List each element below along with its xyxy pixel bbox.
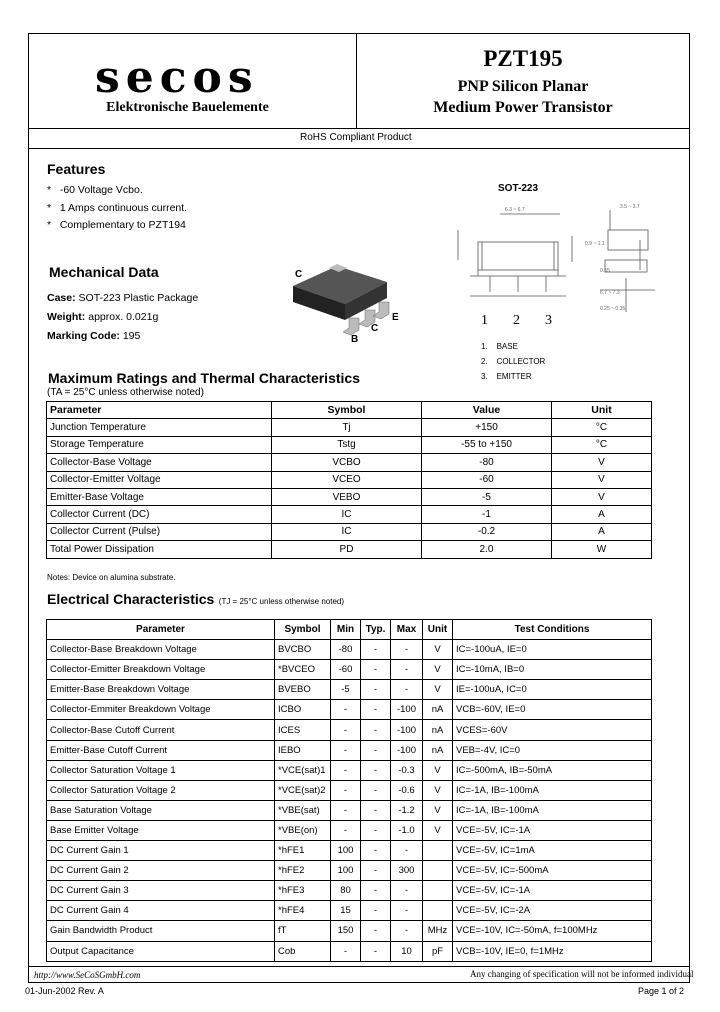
table-row [47,506,652,523]
max-ratings-notes: Notes: Device on alumina substrate. [47,573,176,582]
rohs-label: RoHS Compliant Product [300,132,412,143]
table-cell: - [361,760,391,780]
table-cell: Cob [275,941,331,961]
table-cell: IC=-1A, IB=-100mA [453,800,652,820]
rohs-divider [28,148,690,149]
table-cell: VCE=-5V, IC=-1A [453,820,652,840]
pin-name: 2. COLLECTOR [481,357,546,366]
table-cell [423,841,453,861]
table-cell: *hFE4 [275,901,331,921]
table-cell: W [552,541,652,558]
table-cell: -1.0 [391,820,423,840]
table-cell: nA [423,700,453,720]
table-cell: 15 [331,901,361,921]
electrical-subtitle: (TJ = 25°C unless otherwise noted) [218,597,345,606]
table-cell: ICBO [275,700,331,720]
table-cell: - [331,780,361,800]
pin-number: 2 [513,313,520,328]
pin-letter-base: B [351,334,359,345]
table-cell: - [331,820,361,840]
table-row [47,901,652,921]
footer-url[interactable]: http://www.SeCoSGmbH.com [34,970,141,980]
package-outline-drawing [450,200,670,330]
mechanical-title: Mechanical Data [49,264,159,280]
footer-divider [28,966,690,967]
table-cell: -100 [391,720,423,740]
table-cell: VCE=-5V, IC=-1A [453,881,652,901]
table-cell: V [423,680,453,700]
table-cell: 300 [391,861,423,881]
table-cell: -60 [422,471,552,488]
table-cell: VCB=-10V, IE=0, f=1MHz [453,941,652,961]
table-cell: Collector-Base Cutoff Current [47,720,275,740]
table-cell: - [331,740,361,760]
electrical-table [46,619,652,962]
table-cell: -0.3 [391,760,423,780]
table-cell: Collector Current (Pulse) [47,523,272,540]
table-cell: VCES=-60V [453,720,652,740]
table-cell: *BVCEO [275,660,331,680]
table-row [47,454,652,471]
table-row [47,660,652,680]
table-cell: - [361,740,391,760]
column-header: Value [422,402,552,419]
svg-text:0.25 ~ 0.35: 0.25 ~ 0.35 [600,306,626,312]
pin-number-row [481,313,571,329]
table-cell: BVEBO [275,680,331,700]
column-header: Unit [552,402,652,419]
table-cell: -60 [331,660,361,680]
table-cell: 80 [331,881,361,901]
table-cell: Collector Saturation Voltage 2 [47,780,275,800]
table-cell: - [361,680,391,700]
feature-item: * Complementary to PZT194 [47,219,186,231]
table-cell: - [391,881,423,901]
table-cell: -1.2 [391,800,423,820]
table-row [47,861,652,881]
table-cell: V [552,454,652,471]
table-cell: VCE=-5V, IC=-2A [453,901,652,921]
table-cell: Emitter-Base Breakdown Voltage [47,680,275,700]
table-cell: °C [552,436,652,453]
table-cell: - [361,941,391,961]
pin-letter-emitter: E [392,312,399,323]
table-cell: 2.0 [422,541,552,558]
column-header: Typ. [361,620,391,640]
table-cell: IC=-500mA, IB=-50mA [453,760,652,780]
column-header: Unit [423,620,453,640]
svg-text:0.55: 0.55 [600,268,610,274]
table-cell: PD [272,541,422,558]
table-cell: Base Emitter Voltage [47,820,275,840]
table-cell: Emitter-Base Cutoff Current [47,740,275,760]
table-cell: Base Saturation Voltage [47,800,275,820]
table-cell: Collector Saturation Voltage 1 [47,760,275,780]
table-cell: 100 [331,841,361,861]
column-header: Parameter [47,402,272,419]
table-row [47,436,652,453]
table-cell: -0.2 [422,523,552,540]
footer-notice: Any changing of specification will not be informed individual [470,969,694,979]
package-3d-image [285,260,405,345]
column-header: Parameter [47,620,275,640]
svg-text:0.9 ~ 1.1: 0.9 ~ 1.1 [585,241,605,247]
table-cell: IC=-10mA, IB=0 [453,660,652,680]
table-cell [423,861,453,881]
table-cell: - [391,921,423,941]
table-cell: MHz [423,921,453,941]
table-row [47,680,652,700]
table-cell: Emitter-Base Voltage [47,488,272,505]
table-cell: Storage Temperature [47,436,272,453]
table-cell: *VCE(sat)2 [275,780,331,800]
mechanical-case: Case: SOT-223 Plastic Package [47,292,199,304]
table-cell: IC=-1A, IB=-100mA [453,780,652,800]
pin-letter-collector: C [371,323,379,334]
table-cell: VCB=-60V, IE=0 [453,700,652,720]
table-cell: - [361,861,391,881]
table-cell: BVCBO [275,640,331,660]
table-cell: - [391,901,423,921]
feature-item: * -60 Voltage Vcbo. [47,184,143,196]
table-cell: *hFE2 [275,861,331,881]
table-row [47,780,652,800]
table-cell: IC=-100uA, IE=0 [453,640,652,660]
company-subtitle: Elektronische Bauelemente [106,100,269,115]
table-cell: VCE=-5V, IC=-500mA [453,861,652,881]
table-cell: Tstg [272,436,422,453]
svg-text:6.7 ~ 7.3: 6.7 ~ 7.3 [600,290,620,296]
mechanical-marking: Marking Code: 195 [47,330,141,342]
table-cell: °C [552,419,652,436]
table-cell: - [331,941,361,961]
table-cell: Output Capacitance [47,941,275,961]
table-cell: *VCE(sat)1 [275,760,331,780]
table-cell: Total Power Dissipation [47,541,272,558]
table-cell: Collector Current (DC) [47,506,272,523]
table-cell: - [361,640,391,660]
table-cell: Junction Temperature [47,419,272,436]
table-cell: - [331,720,361,740]
table-row [47,488,652,505]
table-cell: VEB=-4V, IC=0 [453,740,652,760]
table-cell: ICES [275,720,331,740]
table-cell: Gain Bandwidth Product [47,921,275,941]
table-cell: *hFE1 [275,841,331,861]
table-cell [423,901,453,921]
table-cell: DC Current Gain 1 [47,841,275,861]
table-cell: DC Current Gain 2 [47,861,275,881]
table-cell: - [361,780,391,800]
table-row [47,921,652,941]
max-ratings-title: Maximum Ratings and Thermal Characteristics [48,370,360,386]
table-cell: IC [272,523,422,540]
header-divider [28,128,690,129]
table-row [47,640,652,660]
electrical-title: Electrical Characteristics [47,591,215,607]
table-cell: VCE=-10V, IC=-50mA, f=100MHz [453,921,652,941]
package-title: SOT-223 [498,183,539,194]
table-cell: 100 [331,861,361,881]
table-cell: - [391,660,423,680]
pin-name: 3. EMITTER [481,372,532,381]
table-row [47,941,652,961]
table-cell: 10 [391,941,423,961]
table-cell: fT [275,921,331,941]
table-row [47,820,652,840]
electrical-title-row [47,591,344,609]
table-cell: - [361,881,391,901]
table-cell: 150 [331,921,361,941]
table-cell: IC [272,506,422,523]
table-cell: - [361,720,391,740]
column-header: Test Conditions [453,620,652,640]
column-header: Symbol [272,402,422,419]
table-cell: *VBE(sat) [275,800,331,820]
part-number: PZT195 [483,46,563,71]
table-cell: - [361,820,391,840]
table-cell: Tj [272,419,422,436]
table-cell: VCBO [272,454,422,471]
max-ratings-subtitle: (TA = 25°C unless otherwise noted) [47,387,204,398]
table-cell: V [552,488,652,505]
column-header: Symbol [275,620,331,640]
svg-text:3.5 ~ 3.7: 3.5 ~ 3.7 [620,204,640,210]
pin-number: 1 [481,313,488,328]
table-cell: nA [423,740,453,760]
table-cell: VEBO [272,488,422,505]
table-cell: V [423,800,453,820]
table-cell: - [331,760,361,780]
table-cell: Collector-Emmiter Breakdown Voltage [47,700,275,720]
table-row [47,881,652,901]
table-cell: Collector-Base Voltage [47,454,272,471]
table-cell: nA [423,720,453,740]
table-cell: -100 [391,740,423,760]
table-cell: VCEO [272,471,422,488]
table-row [47,841,652,861]
table-row [47,720,652,740]
table-cell: IE=-100uA, IC=0 [453,680,652,700]
footer-page: Page 1 of 2 [638,986,685,996]
table-cell: Collector-Emitter Voltage [47,471,272,488]
header-vertical-divider [356,33,357,128]
table-cell: DC Current Gain 3 [47,881,275,901]
table-cell: VCE=-5V, IC=1mA [453,841,652,861]
footer-date-rev: 01-Jun-2002 Rev. A [25,986,104,996]
column-header: Max [391,620,423,640]
table-cell: - [391,680,423,700]
table-row [47,700,652,720]
table-cell: - [361,700,391,720]
table-cell: - [361,660,391,680]
table-cell: V [423,640,453,660]
table-row [47,800,652,820]
table-row [47,523,652,540]
table-cell: A [552,523,652,540]
mechanical-weight: Weight: approx. 0.021g [47,311,159,323]
table-cell: V [423,660,453,680]
table-cell: -5 [422,488,552,505]
table-cell: - [361,841,391,861]
table-cell: Collector-Emitter Breakdown Voltage [47,660,275,680]
max-ratings-table [46,401,652,559]
pin-number: 3 [545,313,552,328]
pin-name: 1. BASE [481,342,518,351]
table-cell: V [423,820,453,840]
table-row [47,740,652,760]
table-header-row [47,620,652,640]
feature-item: * 1 Amps continuous current. [47,202,188,214]
table-cell: Collector-Base Breakdown Voltage [47,640,275,660]
table-cell [423,881,453,901]
table-row [47,419,652,436]
table-cell: *hFE3 [275,881,331,901]
table-row [47,471,652,488]
table-cell: V [423,760,453,780]
column-header: Min [331,620,361,640]
table-cell: -0.6 [391,780,423,800]
table-cell: +150 [422,419,552,436]
table-cell: - [331,700,361,720]
table-row [47,760,652,780]
table-cell: -1 [422,506,552,523]
table-cell: - [331,800,361,820]
table-cell: IEBO [275,740,331,760]
table-cell: A [552,506,652,523]
table-cell: *VBE(on) [275,820,331,840]
table-cell: -100 [391,700,423,720]
table-cell: - [361,800,391,820]
table-cell: V [552,471,652,488]
pin-letter-collector-tab: C [295,269,303,280]
table-cell: - [391,640,423,660]
svg-text:6.3 ~ 6.7: 6.3 ~ 6.7 [505,207,525,213]
table-row [47,541,652,558]
table-cell: - [361,921,391,941]
company-logo: secos [95,52,259,103]
table-cell: -80 [331,640,361,660]
table-header-row [47,402,652,419]
features-title: Features [47,161,106,177]
table-cell: - [391,841,423,861]
table-cell: pF [423,941,453,961]
table-cell: DC Current Gain 4 [47,901,275,921]
description-line2: Medium Power Transistor [433,99,613,116]
table-cell: -5 [331,680,361,700]
table-cell: -80 [422,454,552,471]
description-line1: PNP Silicon Planar [457,78,589,95]
table-cell: -55 to +150 [422,436,552,453]
table-cell: V [423,780,453,800]
table-cell: - [361,901,391,921]
